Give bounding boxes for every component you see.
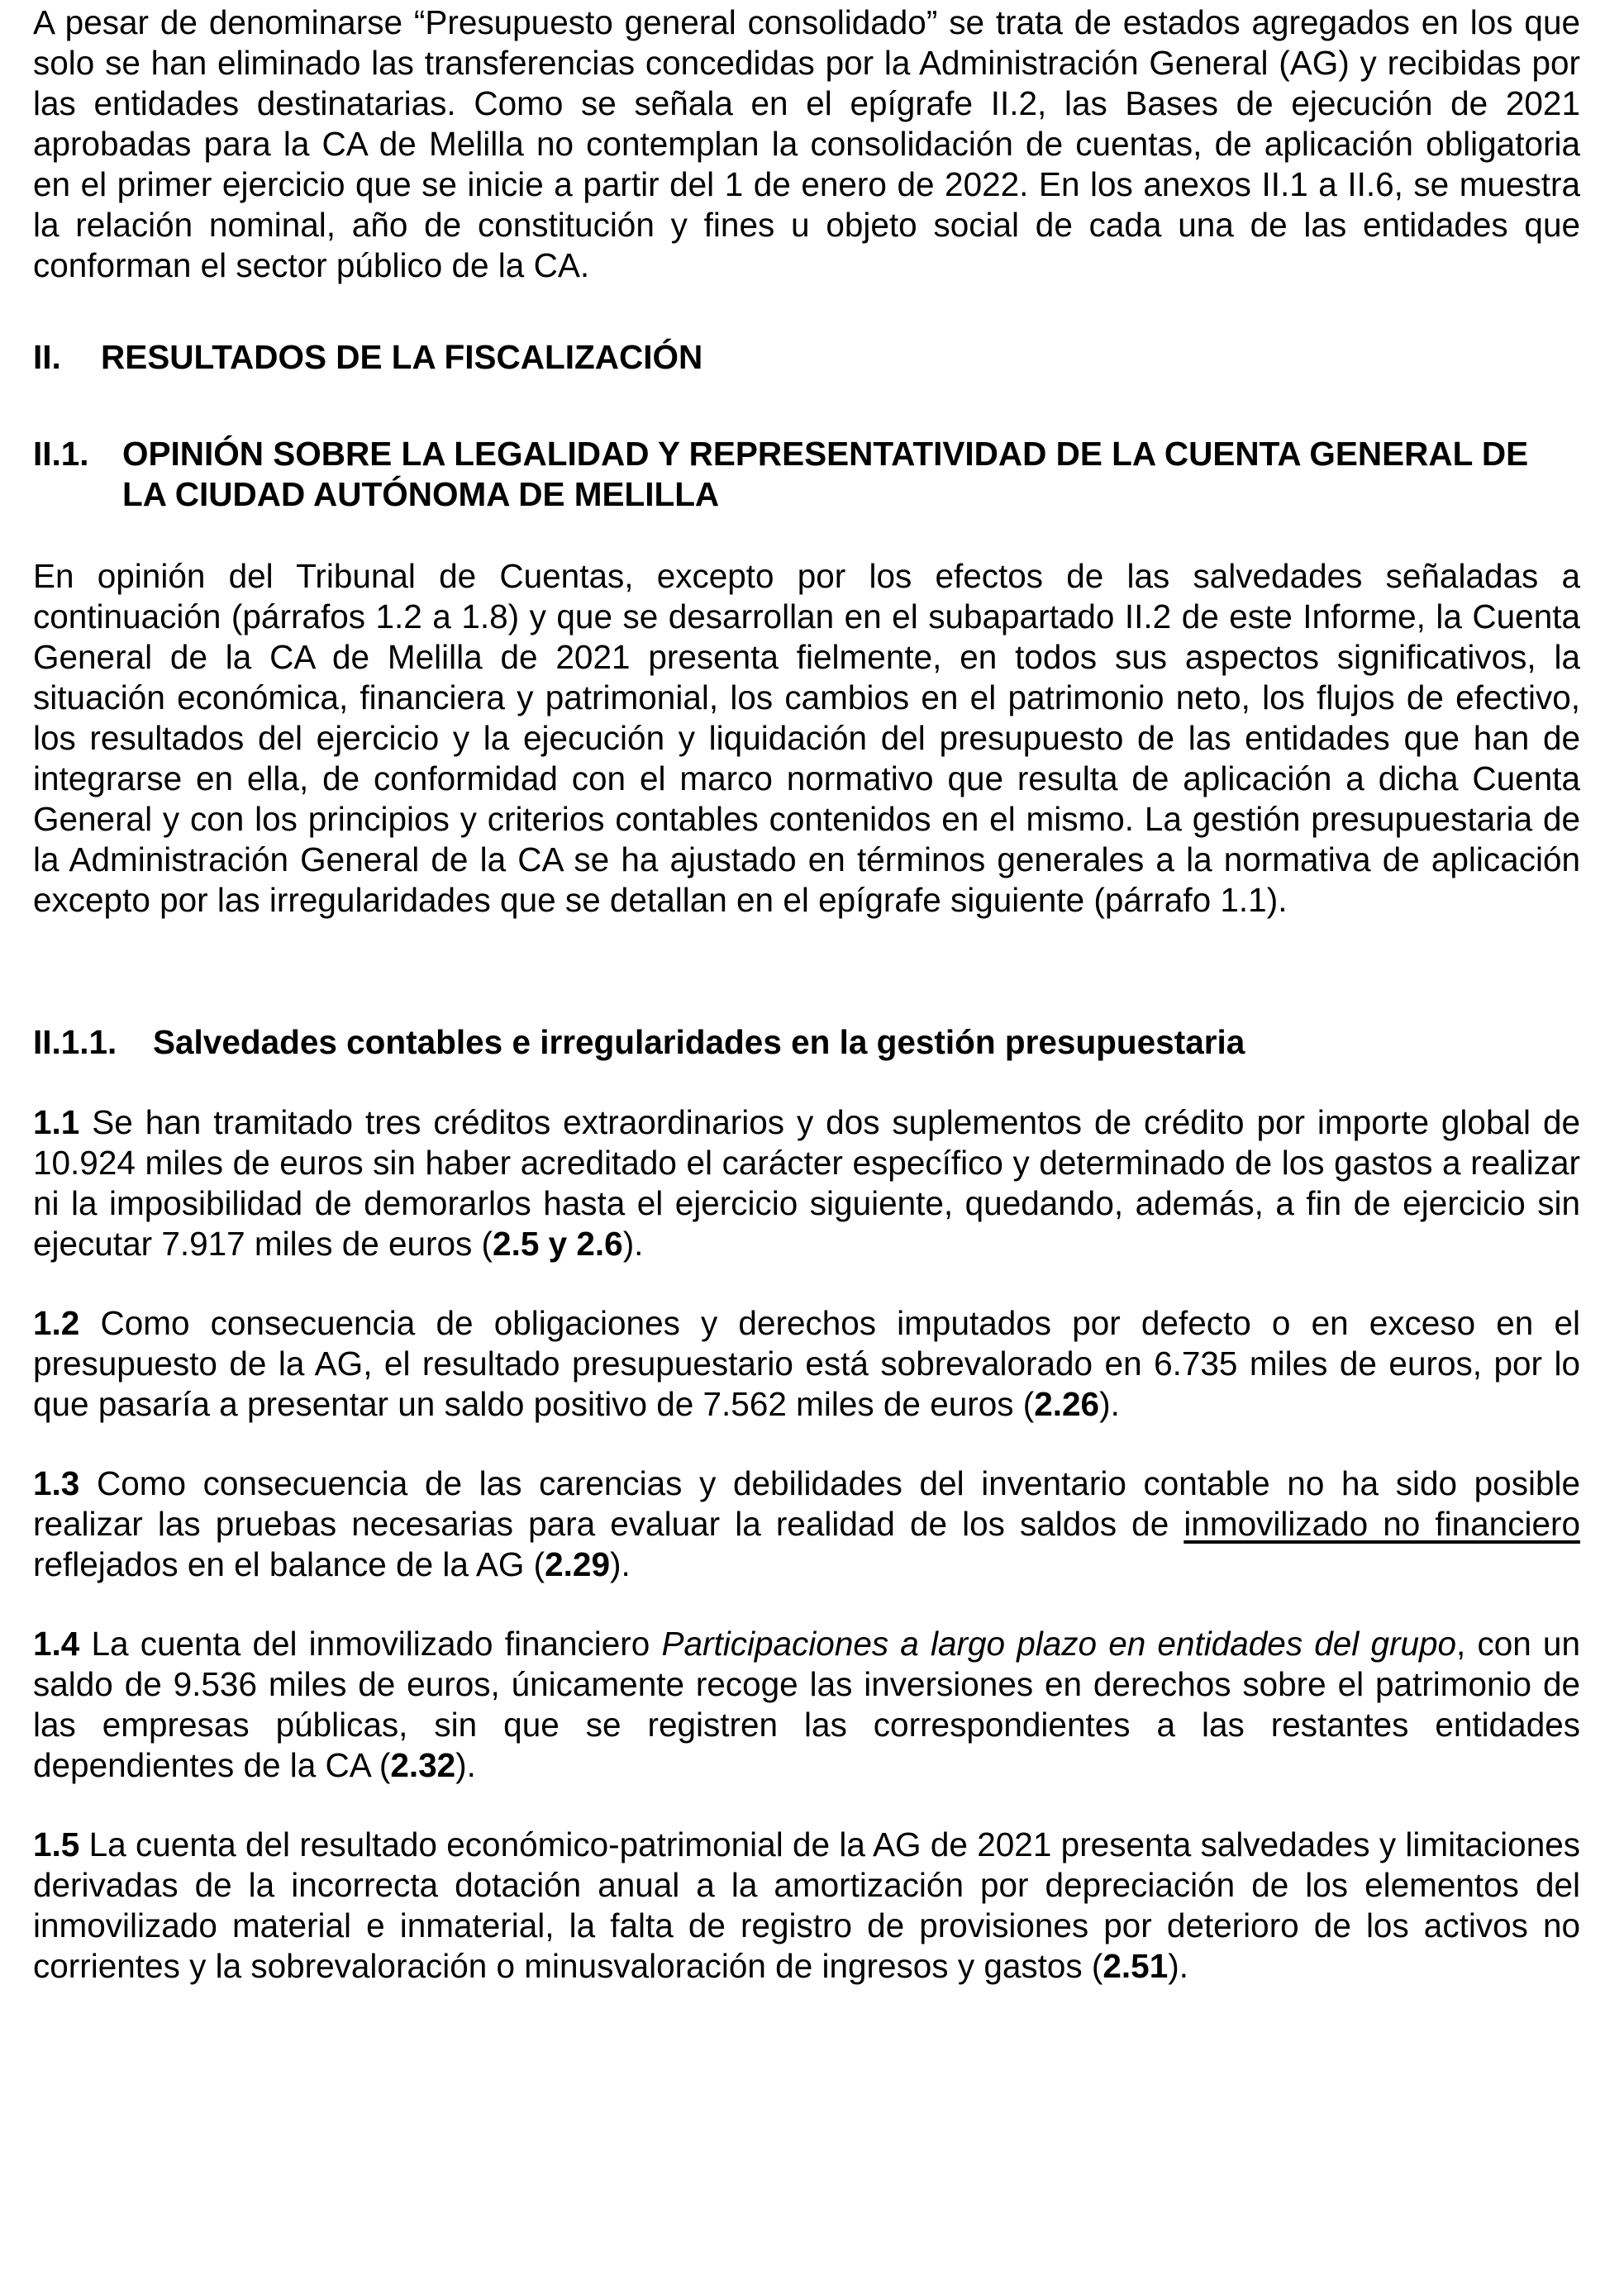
paragraph-1-4 xyxy=(33,1624,1580,1786)
subsubsection-title: Salvedades contables e irregularidades en la gestión presupuestaria xyxy=(153,1023,1245,1061)
paragraph-number: 1.5 xyxy=(33,1825,80,1863)
paragraph-number: 1.1 xyxy=(33,1103,80,1141)
subsection-heading xyxy=(33,434,1580,515)
paragraph-end: ). xyxy=(1168,1947,1188,1985)
section-heading xyxy=(33,337,1580,378)
paragraph-text-continued: , con un saldo de 9.536 miles de euros, únicamente recoge las inversiones en derechos sobre el patrimonio de las empresas públicas, sin que se registren las correspondientes a las restantes entidades dependientes de la CA ( xyxy=(33,1625,1580,1784)
paragraph-number: 1.3 xyxy=(33,1464,80,1502)
paragraph-reference: 2.26 xyxy=(1034,1385,1100,1423)
paragraph-number: 1.2 xyxy=(33,1304,80,1342)
paragraph-text: La cuenta del inmovilizado financiero xyxy=(79,1625,662,1663)
paragraph-text: Se han tramitado tres créditos extraordinarios y dos suplementos de crédito por importe global de 10.924 miles de euros sin haber acreditado el carácter específico y determinado de los gastos a realizar ni la imposibilidad de demorarlos hasta el ejercicio siguiente, quedando, además, a fin de ejercicio sin ejecutar 7.917 miles de euros ( xyxy=(33,1103,1580,1263)
subsection-title: OPINIÓN SOBRE LA LEGALIDAD Y REPRESENTATIVIDAD DE LA CUENTA GENERAL DE LA CIUDAD AUTÓNOMA DE MELILLA xyxy=(122,435,1529,513)
section-number: II. xyxy=(33,338,61,376)
italic-account-name: Participaciones a largo plazo en entidades del grupo xyxy=(661,1625,1457,1663)
subsubsection-heading xyxy=(33,1022,1580,1063)
section-title: RESULTADOS DE LA FISCALIZACIÓN xyxy=(101,338,703,376)
intro-paragraph: A pesar de denominarse “Presupuesto general consolidado” se trata de estados agregados en los que solo se han eliminado las transferencias concedidas por la Administración General (AG) y recibidas por las entidades destinatarias. Como se señala en el epígrafe II.2, las Bases de ejecución de 2021 aprobadas para la CA de Melilla no contemplan la consolidación de cuentas, de aplicación obligatoria en el primer ejercicio que se inicie a partir del 1 de enero de 2022. En los anexos II.1 a II.6, se muestra la relación nominal, año de constitución y fines u objeto social de cada una de las entidades que conforman el sector público de la CA. xyxy=(33,3,1580,284)
paragraph-reference: 2.51 xyxy=(1103,1947,1169,1985)
subsubsection-number: II.1.1. xyxy=(33,1023,117,1061)
underlined-term: inmovilizado no financiero xyxy=(1183,1505,1580,1543)
paragraph-1-3 xyxy=(33,1463,1580,1585)
paragraph-end: ). xyxy=(455,1746,476,1784)
opinion-paragraph: En opinión del Tribunal de Cuentas, excepto por los efectos de las salvedades señaladas a continuación (párrafos 1.2 a 1.8) y que se desarrollan en el subapartado II.2 de este Informe, la Cuenta General de la CA de Melilla de 2021 presenta fielmente, en todos sus aspectos significativos, la situación económica, financiera y patrimonial, los cambios en el patrimonio neto, los flujos de efectivo, los resultados del ejercicio y la ejecución y liquidación del presupuesto de las entidades que han de integrarse en ella, de conformidad con el marco normativo que resulta de aplicación a dicha Cuenta General y con los principios y criterios contables contenidos en el mismo. La gestión presupuestaria de la Administración General de la CA se ha ajustado en términos generales a la normativa de aplicación excepto por las irregularidades que se detallan en el epígrafe siguiente (párrafo 1.1). xyxy=(33,557,1580,919)
paragraph-number: 1.4 xyxy=(33,1625,80,1663)
subsection-number: II.1. xyxy=(33,435,89,473)
paragraph-text: Como consecuencia de las carencias y debilidades del inventario contable no ha sido posible realizar las pruebas necesarias para evaluar la realidad de los saldos de xyxy=(33,1464,1580,1543)
paragraph-reference: 2.5 y 2.6 xyxy=(493,1225,623,1263)
paragraph-1-2 xyxy=(33,1303,1580,1425)
paragraph-reference: 2.32 xyxy=(390,1746,456,1784)
paragraph-reference: 2.29 xyxy=(545,1545,610,1583)
paragraph-text: La cuenta del resultado económico-patrimonial de la AG de 2021 presenta salvedades y limitaciones derivadas de la incorrecta dotación anual a la amortización por depreciación de los elementos del inmovilizado material e inmaterial, la falta de registro de provisiones por deterioro de los activos no corrientes y la sobrevaloración o minusvaloración de ingresos y gastos ( xyxy=(33,1825,1580,1985)
paragraph-text-continued: reflejados en el balance de la AG ( xyxy=(33,1545,545,1583)
paragraph-end: ). xyxy=(1099,1385,1120,1423)
paragraph-1-5 xyxy=(33,1825,1580,1987)
paragraph-1-1 xyxy=(33,1102,1580,1264)
paragraph-text: Como consecuencia de obligaciones y derechos imputados por defecto o en exceso en el presupuesto de la AG, el resultado presupuestario está sobrevalorado en 6.735 miles de euros, por lo que pasaría a presentar un saldo positivo de 7.562 miles de euros ( xyxy=(33,1304,1580,1423)
paragraph-end: ). xyxy=(622,1225,644,1263)
paragraph-end: ). xyxy=(609,1545,631,1583)
